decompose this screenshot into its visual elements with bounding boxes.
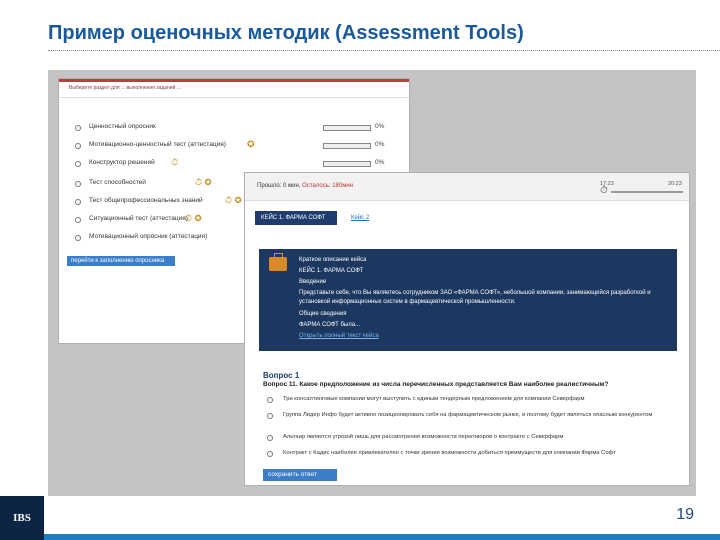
stopwatch-flag-icons: ⏱ ✪ [225,195,242,205]
case-question-window [244,172,690,486]
radio-button[interactable] [267,413,273,419]
case-section: Введение [299,279,327,285]
question-text: Вопрос 11. Какое предположение из числа перечисленных представляется Вам наиболее реалистичным? [263,381,609,388]
timer-text: Прошло: 0 мин. Осталось: 180мин [257,183,354,189]
radio-button[interactable] [75,143,81,149]
radio-button[interactable] [267,435,273,441]
tool-item-values-questionnaire[interactable] [75,121,405,135]
open-full-case-link[interactable]: Открыть полный текст кейса [299,333,379,339]
tool-label: Тест способностей [89,179,146,186]
stopwatch-icon: ⏱ [171,157,179,167]
slide-title: Пример оценочных методик (Assessment Tools) [48,22,524,44]
radio-button[interactable] [267,451,273,457]
tool-item-decision-builder[interactable] [75,157,405,171]
answer-text: Группа Лидер Инфо будет активно позиционировать себя на фармацевтическом рынке, и поэтому будет являться опасным конкурентом [283,412,653,418]
company-logo: IBS [0,496,44,540]
question-title: Вопрос 1 [263,371,300,380]
case-text: установкой информационных систем в фармацевтической промышленности. [299,299,516,305]
divider [59,97,409,98]
radio-button[interactable] [75,217,81,223]
answer-text: Три консалтинговые компании могут выступить с единым тендерным предложением для компании Северфарм [283,396,585,402]
radio-button[interactable] [267,397,273,403]
tool-label: Тест общепрофессиональных знаний [89,197,203,204]
radio-button[interactable] [75,235,81,241]
tool-label: Конструктор решений [89,159,155,166]
stopwatch-flag-icons: ⏱ ✪ [195,177,212,187]
case-text: Представьте себе, что Вы являетесь сотрудником ЗАО «ФАРМА СОФТ», небольшой компании, занимающейся разработкой и [299,290,651,296]
progress-bar [323,143,371,149]
answer-text: Альтаир является угрозой лишь для рассмотрения возможности переговоров о контракте с Северфарм [283,434,564,440]
tab-case-2[interactable]: Кейс 2 [351,215,370,221]
case-title: КЕЙС 1. ФАРМА СОФТ [299,268,364,274]
tool-label: Мотивационный опросник (аттестация) [89,233,208,240]
radio-button[interactable] [75,125,81,131]
case-description-panel [259,249,677,351]
tool-label: Мотивационно-ценностный тест (аттестация) [89,141,226,148]
progress-percent: 0% [375,141,385,148]
tool-label: Ценностный опросник [89,123,156,130]
window-top-bar [59,79,409,82]
tool-item-motivation-test[interactable] [75,139,405,153]
stopwatch-flag-icons: ⏱ ✪ [185,213,202,223]
progress-bar [323,125,371,131]
radio-button[interactable] [75,181,81,187]
progress-percent: 0% [375,123,385,130]
save-answer-button[interactable]: сохранить ответ [263,469,337,481]
tool-label: Ситуационный тест (аттестация) [89,215,188,222]
page-number: 19 [676,506,694,523]
footer-bar [44,534,720,540]
time-end: 20:23 [668,181,682,187]
case-section: Общие сведения [299,311,347,317]
progress-percent: 0% [375,159,385,166]
answer-text: Контракт с Кадис наиболее привлекателен с точки зрения возможности добиться преимуществ для компании Фарма Софт [283,450,616,456]
progress-bar [323,161,371,167]
title-divider [48,50,720,51]
tab-case-1[interactable]: КЕЙС 1. ФАРМА СОФТ [255,211,337,225]
checkered-flag-icon: ✪ [247,139,255,149]
stopwatch-icon: ⏱ [600,185,608,196]
instruction-text: Выберите раздел для ... выполнения заданий ... [69,85,181,91]
case-text: ФАРМА СОФТ была... [299,322,361,328]
go-to-questionnaire-button[interactable]: перейти к заполнению опросника [67,256,175,266]
briefcase-icon [269,257,287,271]
radio-button[interactable] [75,199,81,205]
time-start: 17:23 [600,181,614,187]
radio-button[interactable] [75,161,81,167]
timer-header [245,173,689,201]
timeline-bar [611,191,683,193]
case-heading: Краткое описание кейса [299,257,367,263]
